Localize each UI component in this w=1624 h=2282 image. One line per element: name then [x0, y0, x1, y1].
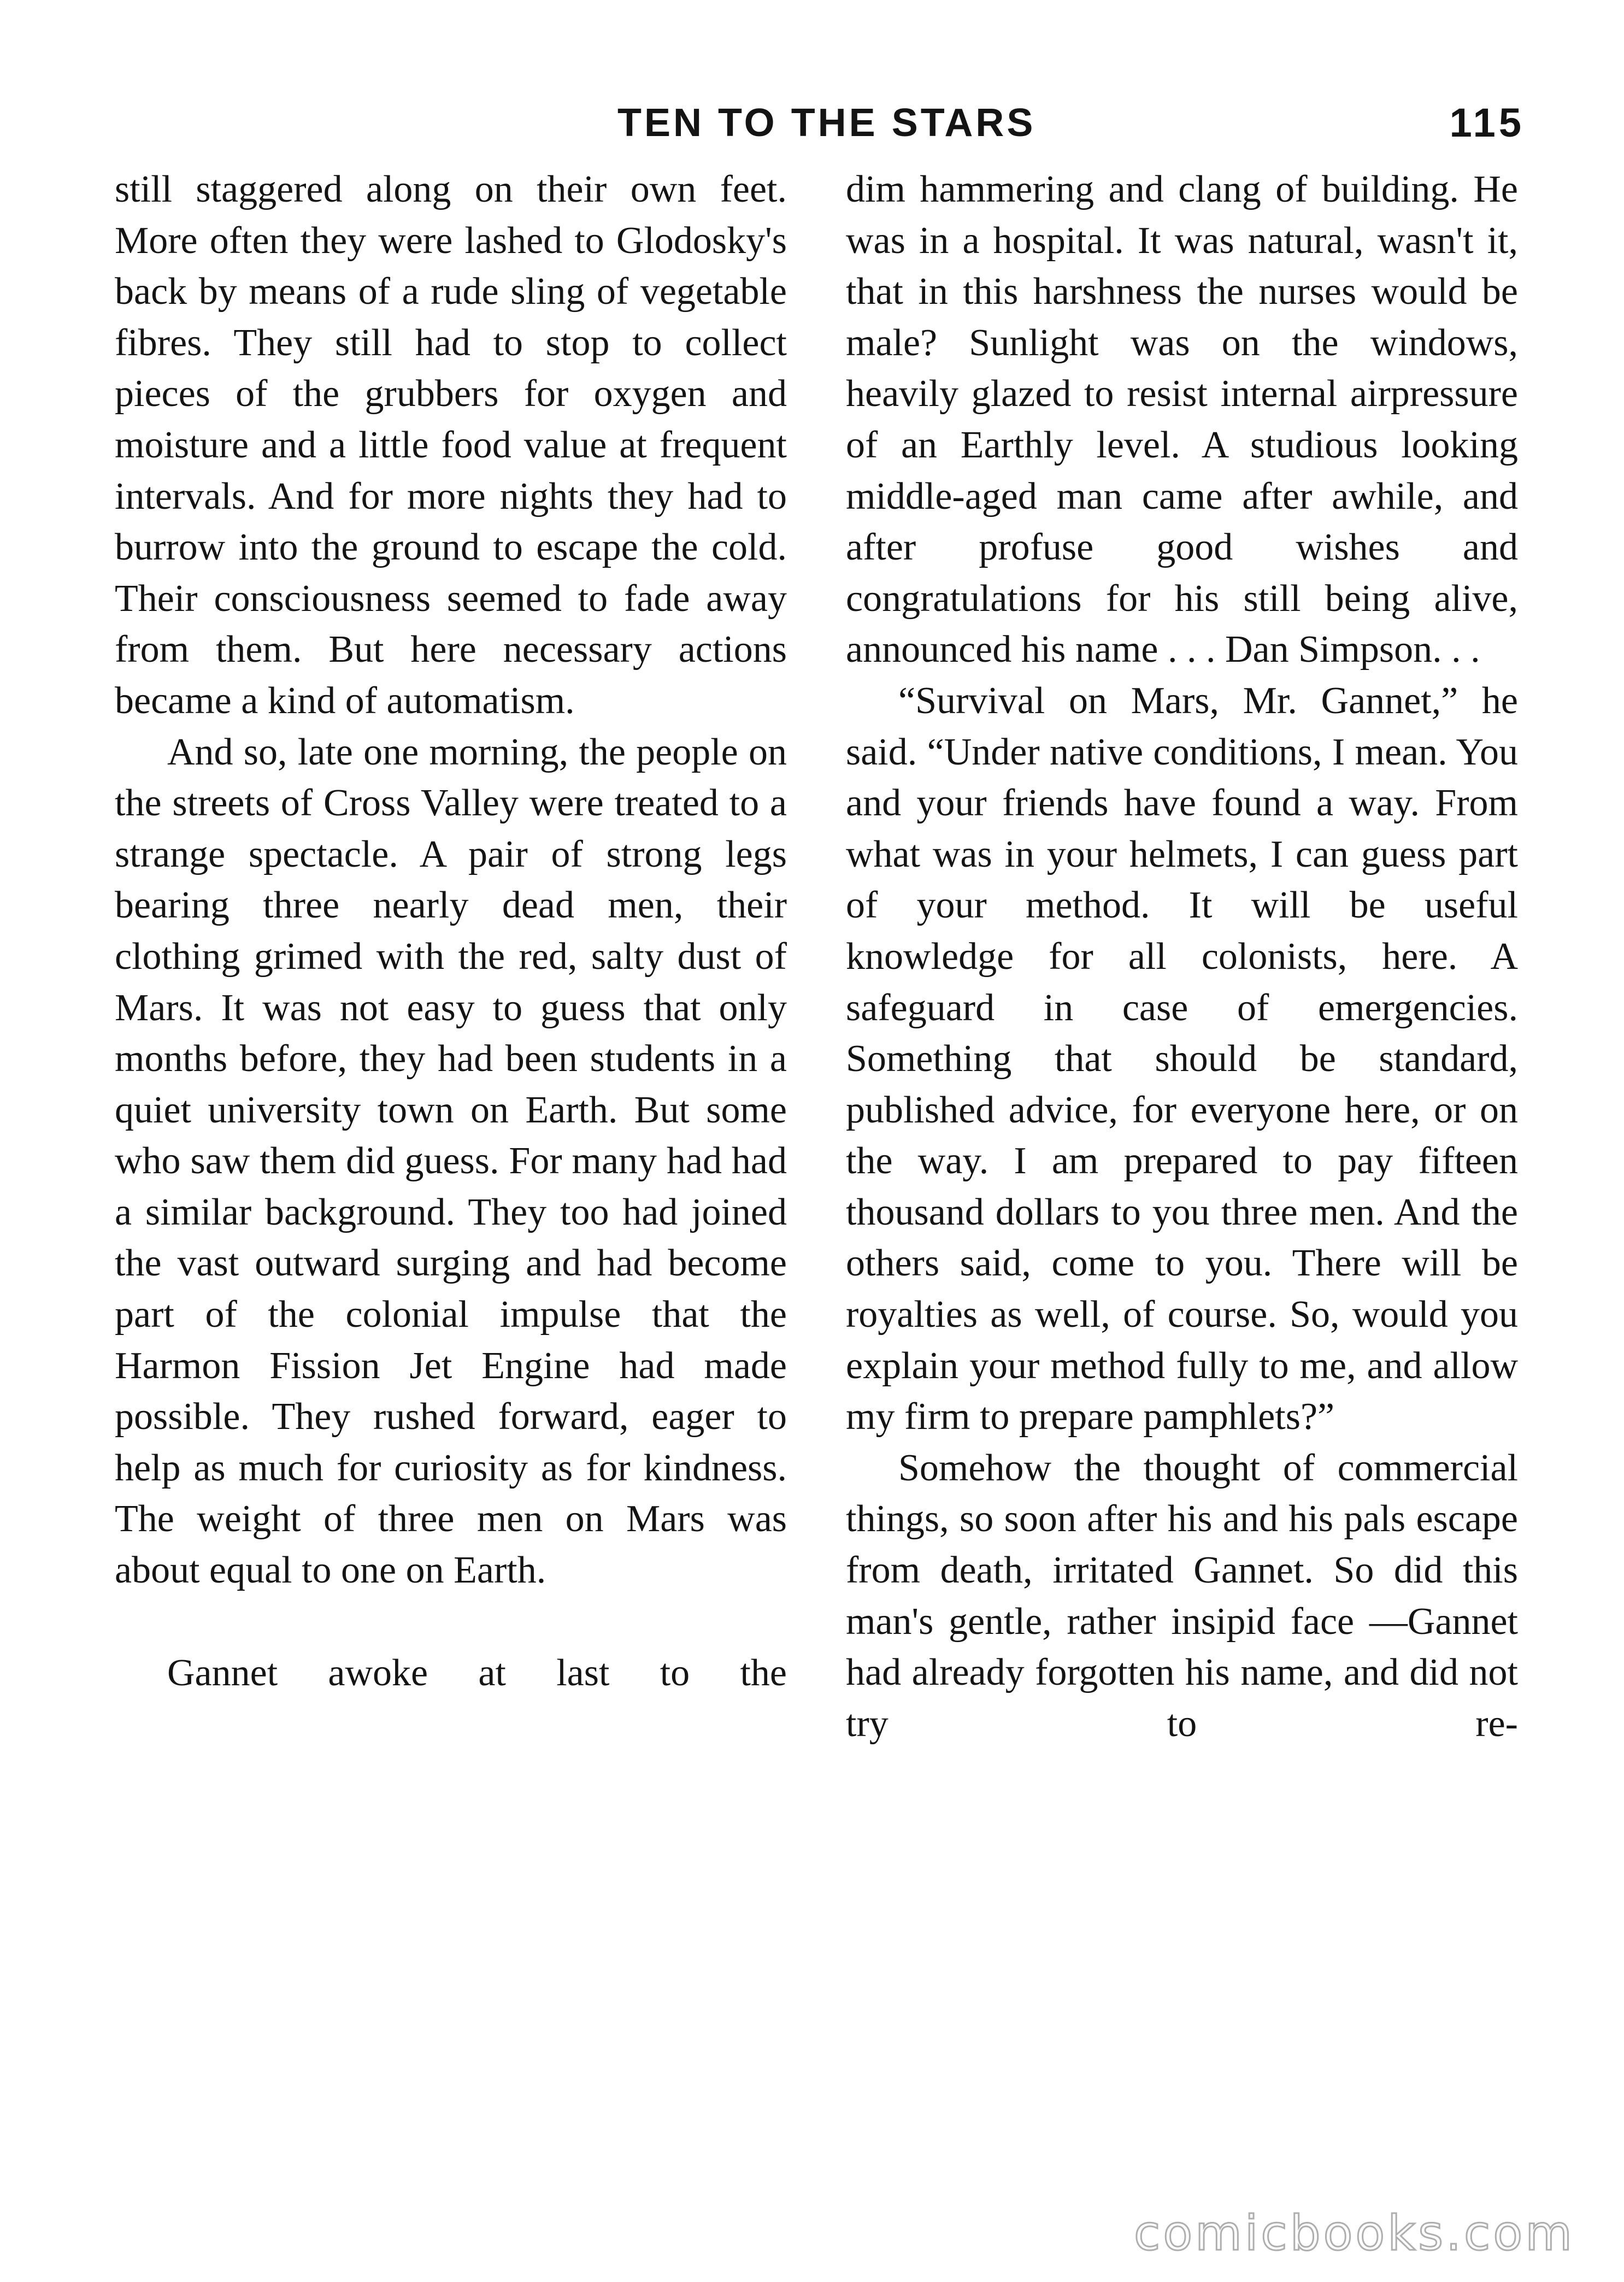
- paragraph: “Survival on Mars, Mr. Gannet,” he said. “Under native conditions, I mean. You and your friends have found a way. From what was in your helmets, I can guess part of your method. It will be useful knowledge for all colonists, here. A safeguard in case of emergencies. Something that should be standard, published advice, for everyone here, or on the way. I am prepared to pay fifteen thousand dollars to you three men. And the others said, come to you. There will be royalties as well, of course. So, would you explain your method fully to me, and allow my firm to prepare pamphlets?”: [846, 679, 1518, 1438]
- paragraph: And so, late one morning, the people on the streets of Cross Valley were treated to a strange spectacle. A pair of strong legs bearing three nearly dead men, their clothing grimed with the red, salty dust of Mars. It was not easy to guess that only months before, they had been students in a quiet university town on Earth. But some who saw them did guess. For many had had a similar background. They too had joined the vast outward surging and had become part of the colonial impulse that the Harmon Fission Jet Engine had made possible. They rushed forward, eager to help as much for curiosity as for kindness. The weight of three men on Mars was about equal to one on Earth.: [115, 731, 787, 1592]
- paragraph: dim hammering and clang of building. He was in a hospital. It was natural, wasn't it, that in this harshness the nurses would be male? Sunlight was on the windows, heavily glazed to resist internal airpressure of an Earthly level. A studious looking middle-aged man came after awhile, and after profuse good wishes and congratulations for his still being alive, announced his name . . . Dan Simpson. . .: [846, 168, 1518, 671]
- page-header: [115, 93, 1525, 153]
- watermark: comicbooks.com: [1133, 2205, 1575, 2261]
- paragraph: Gannet awoke at last to the: [167, 1651, 787, 1694]
- paragraph: Somehow the thought of commercial things, so soon after his and his pals escape from death, irritated Gannet. So did this man's gentle, rather insipid face —Gannet had already forgotten his name, and did not try to re-: [846, 1446, 1518, 1745]
- running-title: TEN TO THE STARS: [617, 101, 1036, 145]
- page-number: 115: [1449, 100, 1525, 145]
- paragraph: still staggered along on their own feet. More often they were lashed to Glodosky's back by means of a rude sling of vegetable fibres. They still had to stop to collect pieces of the grubbers for oxygen and moisture and a little food value at frequent intervals. And for more nights they had to burrow into the ground to escape the cold. Their consciousness seemed to fade away from them. But here necessary actions became a kind of automatism.: [115, 168, 787, 722]
- section-break: [115, 1596, 787, 1648]
- left-column: [115, 164, 787, 1698]
- right-column: [846, 164, 1518, 1749]
